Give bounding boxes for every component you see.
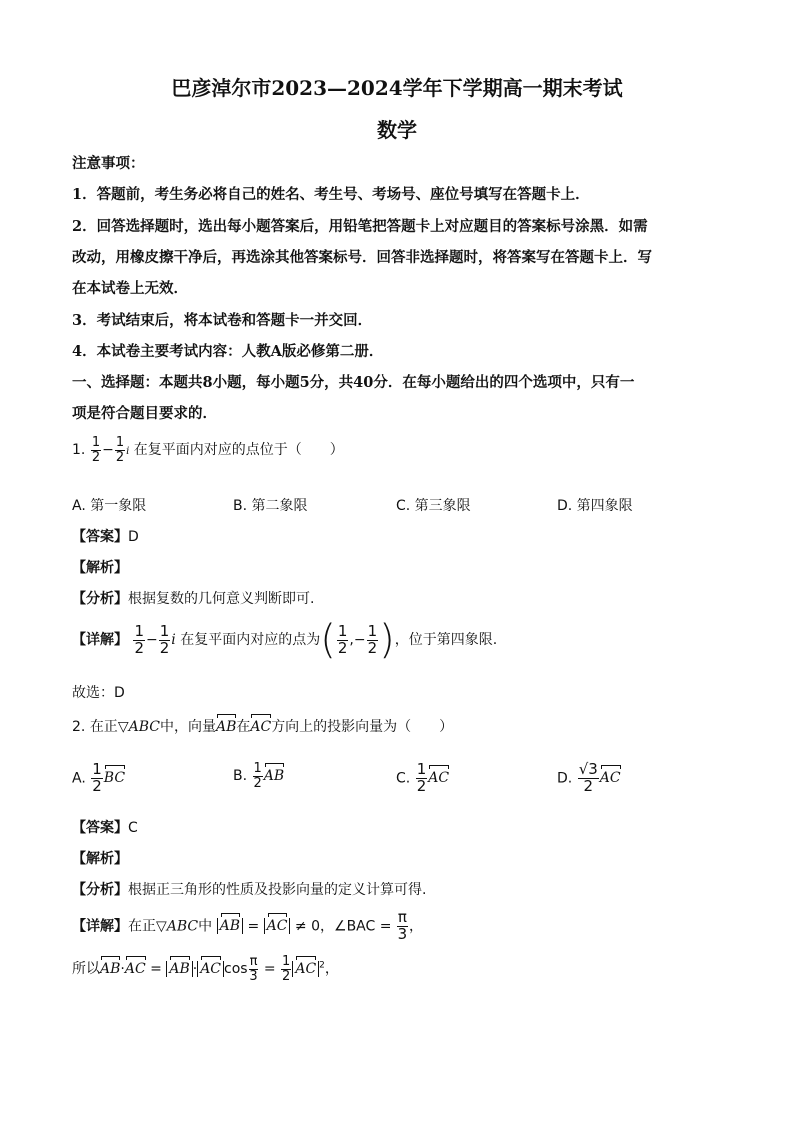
note-item-2-line-3: 在本试卷上无效． (72, 280, 188, 297)
q2-option-c: C. $\frac{1}{2}$ AC (396, 760, 450, 795)
q1-option-c: C. 第三象限 (396, 498, 471, 514)
q2-analysis-tag: 【解析】 (72, 851, 128, 867)
q2-fenxi: 【分析】根据正三角形的性质及投影向量的定义计算可得. (72, 882, 427, 898)
notes-heading: 注意事项： (72, 155, 145, 172)
section-1-line-1: 一、选择题：本题共8小题，每小题5分，共40分．在每小题给出的四个选项中，只有一 (72, 374, 635, 391)
q2-answer: 【答案】C (72, 820, 138, 836)
q1-frac-real: $\frac{1}{2}$ (91, 435, 101, 465)
note-item-2-line-2: 改动，用橡皮擦干净后，再选涂其他答案标号．回答非选择题时，将答案写在答题卡上．写 (72, 249, 652, 266)
q1-detail: 【详解】 $\frac{1}{2}$ − $\frac{1}{2}$ i 在复平面内对应的点为( $\frac{1}{2}$ ,− $\frac{1}{2}$ )，位于第四象限. (72, 617, 498, 663)
q2-detail-line-2: 所以AB·AC = AB · AC cos $\frac{\pi}{3}$ = $\frac{1}{2}$ AC $^2$， (72, 954, 339, 984)
q2-option-d: D. $\frac{√3}{2}$ AC (557, 760, 621, 795)
note-item-4: 4．本试卷主要考试内容：人教A版必修第二册． (72, 343, 384, 360)
q1-option-b: B. 第二象限 (233, 498, 308, 514)
q1-stem: 1. $\frac{1}{2}$ − $\frac{1}{2}$ i 在复平面内对应的点位于（ ） (72, 435, 344, 465)
note-item-3: 3．考试结束后，将本试卷和答题卡一并交回． (72, 312, 373, 329)
q2-option-b: B. $\frac{1}{2}$ AB (233, 761, 285, 791)
note-item-2-line-1: 2．回答选择题时，选出每小题答案后，用铅笔把答题卡上对应题目的答案标号涂黑．如需 (72, 218, 648, 235)
q1-analysis-tag: 【解析】 (72, 560, 128, 576)
exam-title: 巴彦淖尔市2023—2024学年下学期高一期末考试 (171, 76, 623, 100)
q1-frac-imag: $\frac{1}{2}$ (115, 435, 125, 465)
q1-conclusion: 故选：D (72, 685, 125, 701)
q2-stem: 2. 在正▽ABC中，向量AB在AC方向上的投影向量为（ ） (72, 719, 454, 735)
note-item-1: 1．答题前，考生务必将自己的姓名、考生号、考场号、座位号填写在答题卡上． (72, 186, 590, 203)
q1-fenxi: 【分析】根据复数的几何意义判断即可. (72, 591, 315, 607)
q1-answer: 【答案】D (72, 529, 139, 545)
q2-option-a: A. $\frac{1}{2}$ BC (72, 760, 126, 795)
q1-option-a: A. 第一象限 (72, 498, 147, 514)
q2-detail-line-1: 【详解】在正▽ABC中 AB = AC ≠ 0，∠BAC = $\frac{\pi}{3}$ ， (72, 908, 423, 943)
q1-option-d: D. 第四象限 (557, 498, 633, 514)
subject-title: 数学 (377, 118, 417, 142)
section-1-line-2: 项是符合题目要求的． (72, 405, 217, 422)
